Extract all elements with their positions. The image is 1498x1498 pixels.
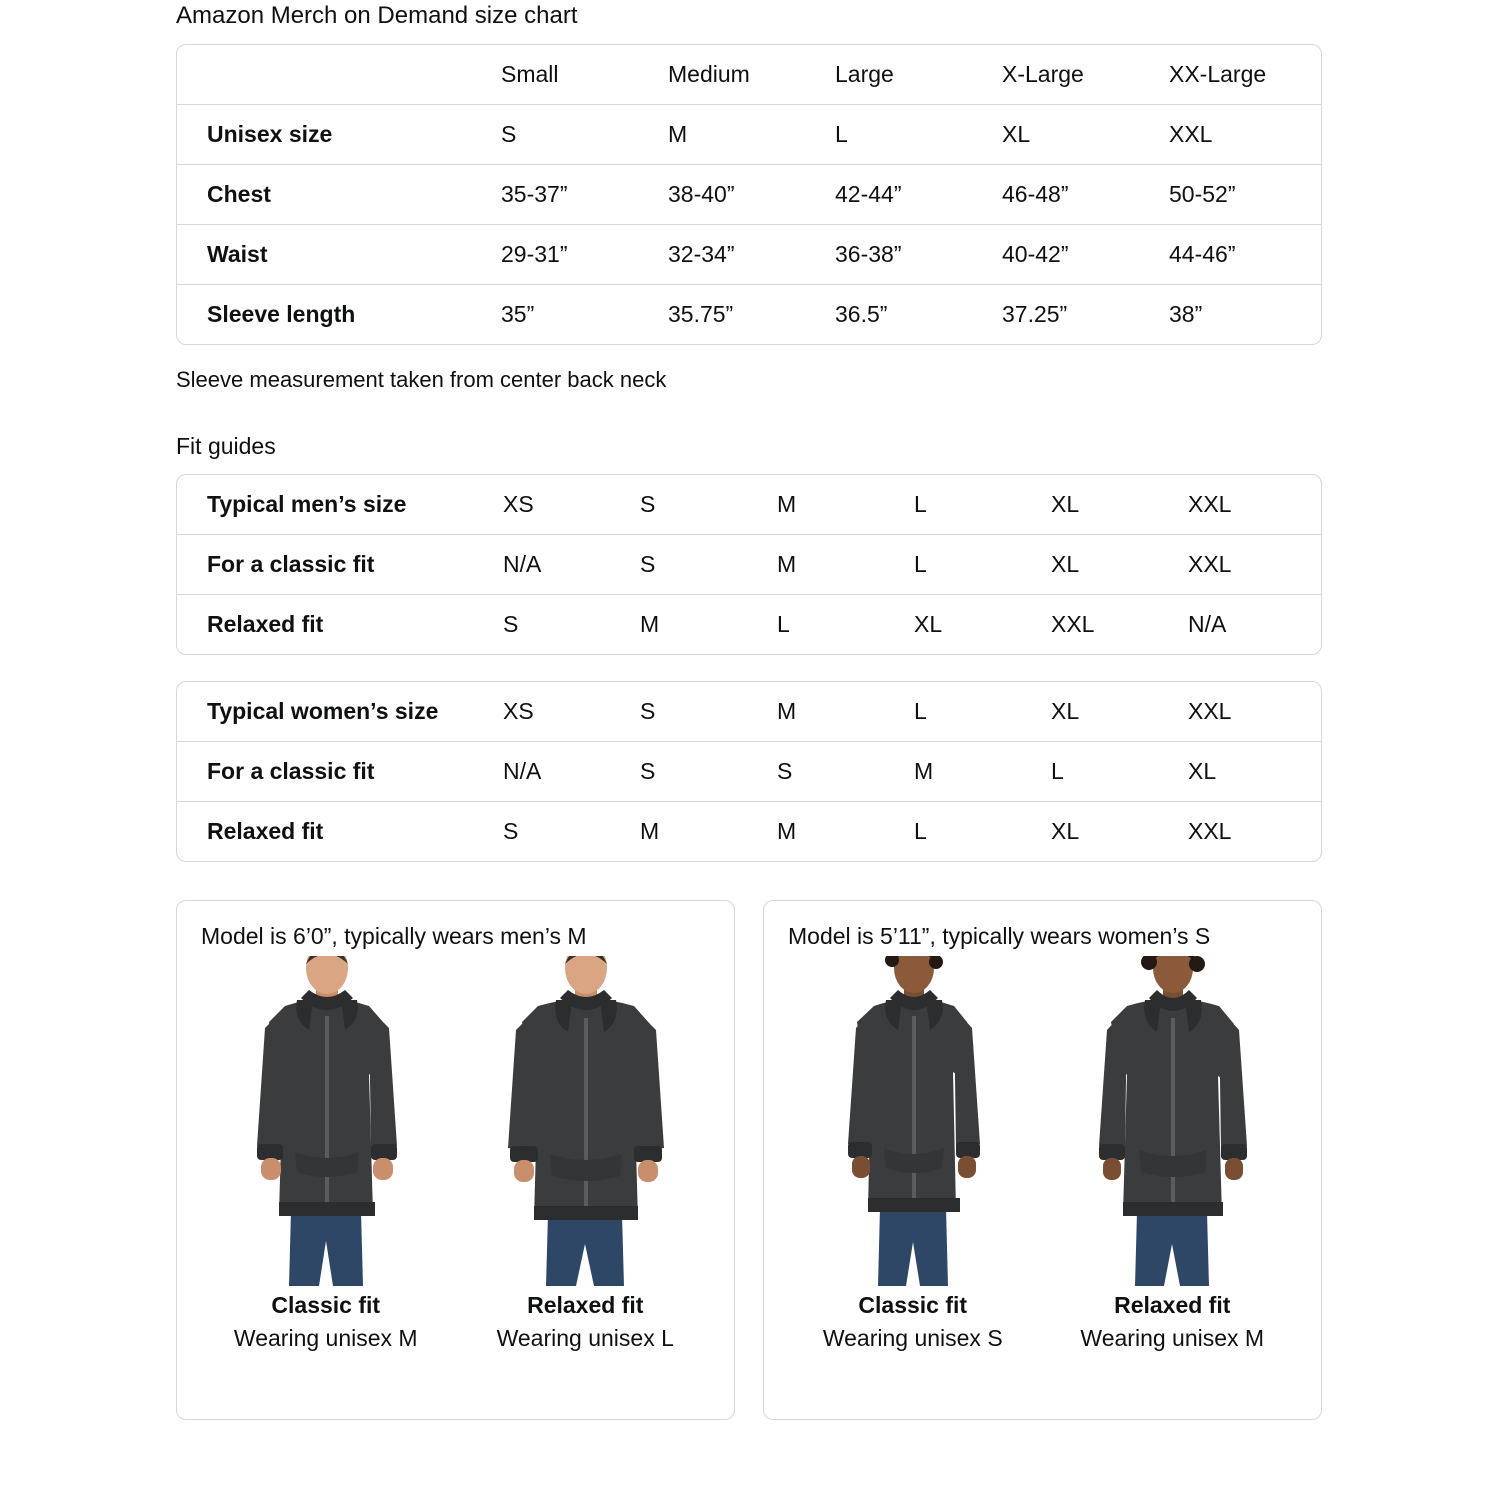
cell-chest-medium: 38-40” <box>668 165 835 225</box>
row-label-typical-womens-size: Typical women’s size <box>207 698 439 724</box>
mens-relaxed-fit-title: Relaxed fit <box>527 1292 644 1318</box>
womens-classic-fit-sub: Wearing unisex S <box>822 1325 1003 1351</box>
column-header-medium: Medium <box>668 61 750 87</box>
cell-womens-relaxed-1: S <box>503 802 640 862</box>
fit-guides-label: Fit guides <box>176 433 276 459</box>
column-header-large: Large <box>835 61 894 87</box>
cell-mens-relaxed-1: S <box>503 595 640 655</box>
model-cards-row <box>176 900 1322 1420</box>
mens-model-figures <box>201 956 710 1352</box>
cell-chest-xlarge: 46-48” <box>1002 165 1169 225</box>
cell-mens-relaxed-5: XXL <box>1051 595 1188 655</box>
mens-fit-table <box>177 475 1322 654</box>
cell-mens-typical-4: L <box>914 491 927 517</box>
table-row <box>177 802 1322 862</box>
table-row <box>177 742 1322 802</box>
page-title: Amazon Merch on Demand size chart <box>176 2 578 29</box>
table-row <box>177 105 1322 165</box>
cell-womens-classic-4: M <box>914 742 1051 802</box>
cell-womens-typical-5: XL <box>1051 698 1080 724</box>
cell-unisex-xxlarge: XXL <box>1169 105 1322 165</box>
cell-womens-classic-3: S <box>777 742 914 802</box>
womens-classic-fit-figure <box>788 956 1038 1352</box>
cell-mens-typical-6: XXL <box>1188 491 1232 517</box>
row-label-chest: Chest <box>177 165 501 225</box>
table-header-row <box>177 45 1322 105</box>
cell-unisex-small: S <box>501 105 668 165</box>
cell-womens-typical-2: S <box>640 698 656 724</box>
table-row <box>177 225 1322 285</box>
cell-sleeve-xxlarge: 38” <box>1169 285 1322 345</box>
cell-womens-classic-1: N/A <box>503 742 640 802</box>
womens-fit-table <box>177 682 1322 861</box>
cell-mens-typical-1: XS <box>503 491 534 517</box>
cell-sleeve-medium: 35.75” <box>668 285 835 345</box>
table-row <box>177 475 1322 535</box>
cell-chest-small: 35-37” <box>501 165 668 225</box>
row-label-waist: Waist <box>177 225 501 285</box>
cell-waist-large: 36-38” <box>835 225 1002 285</box>
cell-waist-medium: 32-34” <box>668 225 835 285</box>
cell-womens-relaxed-2: M <box>640 802 777 862</box>
cell-womens-typical-3: M <box>777 698 797 724</box>
womens-model-figures <box>788 956 1297 1352</box>
size-chart-table <box>177 45 1322 344</box>
male-model-classic-illustration <box>221 956 431 1286</box>
row-label-womens-classic-fit: For a classic fit <box>177 742 503 802</box>
cell-sleeve-small: 35” <box>501 285 668 345</box>
table-row <box>177 535 1322 595</box>
womens-relaxed-fit-sub: Wearing unisex M <box>1080 1325 1265 1351</box>
cell-mens-classic-3: M <box>777 535 914 595</box>
cell-mens-typical-5: XL <box>1051 491 1080 517</box>
cell-chest-xxlarge: 50-52” <box>1169 165 1322 225</box>
cell-womens-typical-4: L <box>914 698 927 724</box>
cell-chest-large: 42-44” <box>835 165 1002 225</box>
womens-relaxed-fit-figure <box>1048 956 1298 1352</box>
female-model-classic-illustration <box>808 956 1018 1286</box>
row-label-womens-relaxed-fit: Relaxed fit <box>177 802 503 862</box>
mens-model-caption: Model is 6’0”, typically wears men’s M <box>201 923 587 949</box>
mens-relaxed-fit-figure <box>461 956 711 1352</box>
womens-relaxed-fit-title: Relaxed fit <box>1114 1292 1231 1318</box>
cell-mens-relaxed-2: M <box>640 595 777 655</box>
cell-womens-relaxed-6: XXL <box>1188 802 1322 862</box>
cell-sleeve-xlarge: 37.25” <box>1002 285 1169 345</box>
cell-mens-typical-3: M <box>777 491 797 517</box>
cell-mens-classic-4: L <box>914 535 1051 595</box>
cell-unisex-large: L <box>835 105 1002 165</box>
female-model-relaxed-illustration <box>1067 956 1277 1286</box>
cell-unisex-medium: M <box>668 105 835 165</box>
mens-classic-fit-sub: Wearing unisex M <box>233 1325 418 1351</box>
cell-mens-relaxed-4: XL <box>914 595 1051 655</box>
row-label-typical-mens-size: Typical men’s size <box>207 491 407 517</box>
mens-classic-fit-figure <box>201 956 451 1352</box>
cell-unisex-xlarge: XL <box>1002 105 1169 165</box>
cell-mens-typical-2: S <box>640 491 656 517</box>
cell-womens-relaxed-5: XL <box>1051 802 1188 862</box>
column-header-blank <box>177 45 501 105</box>
cell-mens-classic-5: XL <box>1051 535 1188 595</box>
cell-mens-relaxed-6: N/A <box>1188 595 1322 655</box>
cell-womens-typical-1: XS <box>503 698 534 724</box>
cell-mens-classic-1: N/A <box>503 535 640 595</box>
table-row <box>177 682 1322 742</box>
cell-womens-typical-6: XXL <box>1188 698 1232 724</box>
column-header-xxlarge: XX-Large <box>1169 61 1267 87</box>
table-row <box>177 165 1322 225</box>
cell-womens-relaxed-4: L <box>914 802 1051 862</box>
table-row <box>177 595 1322 655</box>
row-label-sleeve-length: Sleeve length <box>177 285 501 345</box>
cell-waist-small: 29-31” <box>501 225 668 285</box>
cell-waist-xlarge: 40-42” <box>1002 225 1169 285</box>
table-row <box>177 285 1322 345</box>
mens-model-card <box>176 900 735 1420</box>
column-header-small: Small <box>501 61 559 87</box>
row-label-mens-classic-fit: For a classic fit <box>177 535 503 595</box>
cell-waist-xxlarge: 44-46” <box>1169 225 1322 285</box>
cell-womens-classic-5: L <box>1051 742 1188 802</box>
mens-relaxed-fit-sub: Wearing unisex L <box>496 1325 674 1351</box>
mens-fit-card <box>176 474 1322 655</box>
cell-mens-classic-2: S <box>640 535 777 595</box>
row-label-mens-relaxed-fit: Relaxed fit <box>177 595 503 655</box>
cell-sleeve-large: 36.5” <box>835 285 1002 345</box>
mens-classic-fit-title: Classic fit <box>271 1292 381 1318</box>
row-label-unisex-size: Unisex size <box>177 105 501 165</box>
cell-mens-relaxed-3: L <box>777 595 914 655</box>
womens-classic-fit-title: Classic fit <box>858 1292 968 1318</box>
cell-womens-relaxed-3: M <box>777 802 914 862</box>
womens-model-caption: Model is 5’11”, typically wears women’s S <box>788 923 1211 949</box>
male-model-relaxed-illustration <box>480 956 690 1286</box>
womens-model-card <box>763 900 1322 1420</box>
sleeve-measurement-note: Sleeve measurement taken from center back neck <box>176 367 667 392</box>
size-chart-card <box>176 44 1322 345</box>
cell-womens-classic-6: XL <box>1188 742 1322 802</box>
womens-fit-card <box>176 681 1322 862</box>
cell-womens-classic-2: S <box>640 742 777 802</box>
cell-mens-classic-6: XXL <box>1188 535 1322 595</box>
column-header-xlarge: X-Large <box>1002 61 1084 87</box>
